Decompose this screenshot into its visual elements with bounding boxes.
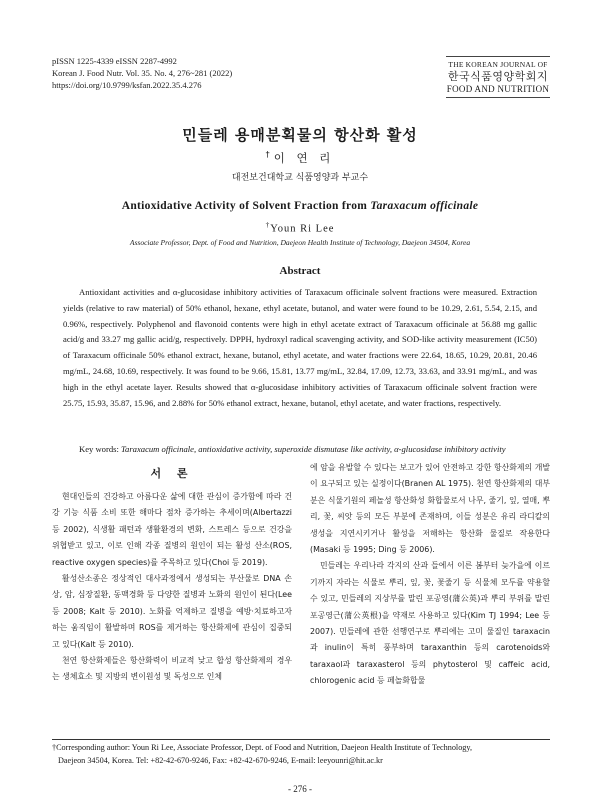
- introduction-heading: 서 론: [150, 467, 194, 480]
- author-korean: [0, 150, 600, 166]
- journal-name-kr: 한국식품영양학회지: [447, 70, 549, 83]
- title-prefix: Antioxidative Activity of Solvent Fraction from: [121, 200, 371, 212]
- page-number: - 276 -: [288, 784, 312, 794]
- intro-paragraph: 민들레는 우리나라 각지의 산과 들에서 이른 봄부터 늦가을에 이르기까지 자라는 식물로 뿌리, 잎, 꽃, 꽃줄기 등 식물체 모두를 약용할 수 있고, 민들레의 지상부를 말린 포공영(蒲公英)과 뿌리 부위를 말린 포공영근(蒲公英根)을 약재로 사용하고 있다(Kim TJ 1994; Lee 등 2007). 민들레에 관한 선행연구로 뿌리에는 고미 물질인 taraxacin과 inulin이 특히 풍부하며 taraxanthin 등의 carotenoids와 taraxaol과 taraxasterol 등의 phytosterol 및 caffeic acid, chlorogenic acid 등 페놀화합물: [310, 561, 550, 686]
- footnote-line: †Corresponding author: Youn Ri Lee, Associate Professor, Dept. of Food and Nutrition, Daejeon Health Institute of Technology,: [52, 743, 473, 752]
- title-species: Taraxacum officinale: [370, 200, 479, 212]
- journal-name-en-bottom: FOOD AND NUTRITION: [446, 84, 550, 94]
- author-name-english: Youn Ri Lee: [270, 223, 335, 235]
- affiliation-korean: 대전보건대학교 식품영양과 부교수: [231, 173, 369, 183]
- footnote-line: Daejeon 34504, Korea. Tel: +82-42-670-9246, Fax: +82-42-670-9246, E-mail: leeyounri@hit.ac.kr: [58, 756, 383, 765]
- right-column: [310, 460, 550, 690]
- author-english: [0, 220, 600, 235]
- journal-header-info: [52, 55, 232, 91]
- paper-title-korean: 민들레 용매분획물의 항산화 활성: [182, 126, 418, 144]
- corresponding-author-footnote: [52, 741, 550, 767]
- abstract-text: Antioxidant activities and α-glucosidase inhibitory activities of Taraxacum officinale solvent fractions were measured. Extraction yields (relative to raw material) of 50% ethanol, hexane, ethyl acetate, butanol, and water were found to be 10.29, 2.61, 5.54, 2.15, and 0.96%, respectively. Polyphenol and flavonoid contents were high in ethyl acetate extract of Taraxacum officinale at 56.88 mg gallic acid/g and 33.27 mg gallic acid/g, respectively. DPPH, hydroxyl radical scavenging activity, and SOD-like activity measurement (IC50) of Taraxacum officinale 50% ethanol extract, hexane, butanol, ethyl acetate, and water fractions were 22.64, 18.65, 10.29, 20.81, 20.46 mg/mL, 24.68, 10.69, respectively. It was found to be 9.66, 15.81, 13.77 mg/mL, 32.84, 17.09, 12.73, 33.63, and 33.91 mg/mL, and was high in the ethyl acetate layer. Results showed that α-glucosidase inhibitory activities of Taraxacum officinale solvent fraction were 25.75, 15.93, 35.87, 15.96, and 2.88% for 50% ethanol extract, hexane, butanol, ethyl acetate, and water fractions, respectively.: [63, 287, 537, 408]
- keywords-label: Key words:: [79, 444, 119, 454]
- affiliation-english: Associate Professor, Dept. of Food and Nutrition, Daejeon Health Institute of Technology, Daejeon 34504, Korea: [129, 238, 471, 247]
- intro-paragraph: 현대인들의 건강하고 아름다운 삶에 대한 관심이 증가함에 따라 건강 기능 식품 소비 또한 해마다 점차 증가하는 추세이며(Albertazzi 등 2002), 식생활 패턴과 생활환경의 변화, 스트레스 등으로 건강을 위협받고 있고, 이로 인해 각종 질병의 원인이 되는 활성 산소(ROS, reactive oxygen species)를 주목하고 있다(Choi 등 2019).: [52, 492, 292, 567]
- paper-title-english: [0, 200, 600, 212]
- keywords: [63, 442, 537, 456]
- keywords-list: Taraxacum officinale, antioxidative activity, superoxide dismutase like activity, α-glucosidase inhibitory activity: [121, 444, 506, 454]
- corresponding-mark: †: [265, 150, 274, 160]
- journal-logo: [446, 56, 550, 98]
- intro-paragraph: 에 암을 유발할 수 있다는 보고가 있어 안전하고 강한 항산화제의 개발이 요구되고 있는 실정이다(Branen AL 1975). 천연 항산화제의 대부분은 식물기원의 페놀성 항산화성 화합물로서 나무, 줄기, 잎, 열매, 뿌리, 꽃, 씨앗 등의 모든 부분에 존재하며, 이들 성분은 유리 라디칼의 생성을 지연시키거나 활성을 저해하는 항산화 물질로 작용한다(Masaki 등 1995; Ding 등 2006).: [310, 463, 550, 555]
- citation-line: Korean J. Food Nutr. Vol. 35. No. 4, 276~281 (2022): [52, 68, 233, 78]
- left-column: [52, 460, 292, 686]
- intro-paragraph: 천연 항산화제들은 항산화력이 비교적 낮고 합성 항산화제의 경우는 생체효소 및 지방의 변이원성 및 독성으로 인체: [52, 656, 292, 682]
- intro-paragraph: 활성산소종은 정상적인 대사과정에서 생성되는 부산물로 DNA 손상, 암, 심장질환, 동맥경화 등 다양한 질병과 노화의 원인이 된다(Lee 등 2008; Kalt 등 2010). 노화를 억제하고 질병을 예방·치료하고자 하는 움직임이 활발하며 ROS를 제거하는 항산화제에 관심이 집중되고 있다(Kalt 등 2010).: [52, 574, 292, 649]
- footnote-divider: [52, 739, 550, 740]
- doi-link[interactable]: https://doi.org/10.9799/ksfan.2022.35.4.276: [52, 80, 202, 90]
- journal-name-en-top: THE KOREAN JOURNAL OF: [448, 60, 548, 69]
- abstract-heading: Abstract: [279, 265, 321, 277]
- issn-line: pISSN 1225-4339 eISSN 2287-4992: [52, 56, 177, 66]
- corresponding-mark-en: †: [265, 220, 271, 229]
- author-name-korean: 이 연 리: [273, 151, 335, 165]
